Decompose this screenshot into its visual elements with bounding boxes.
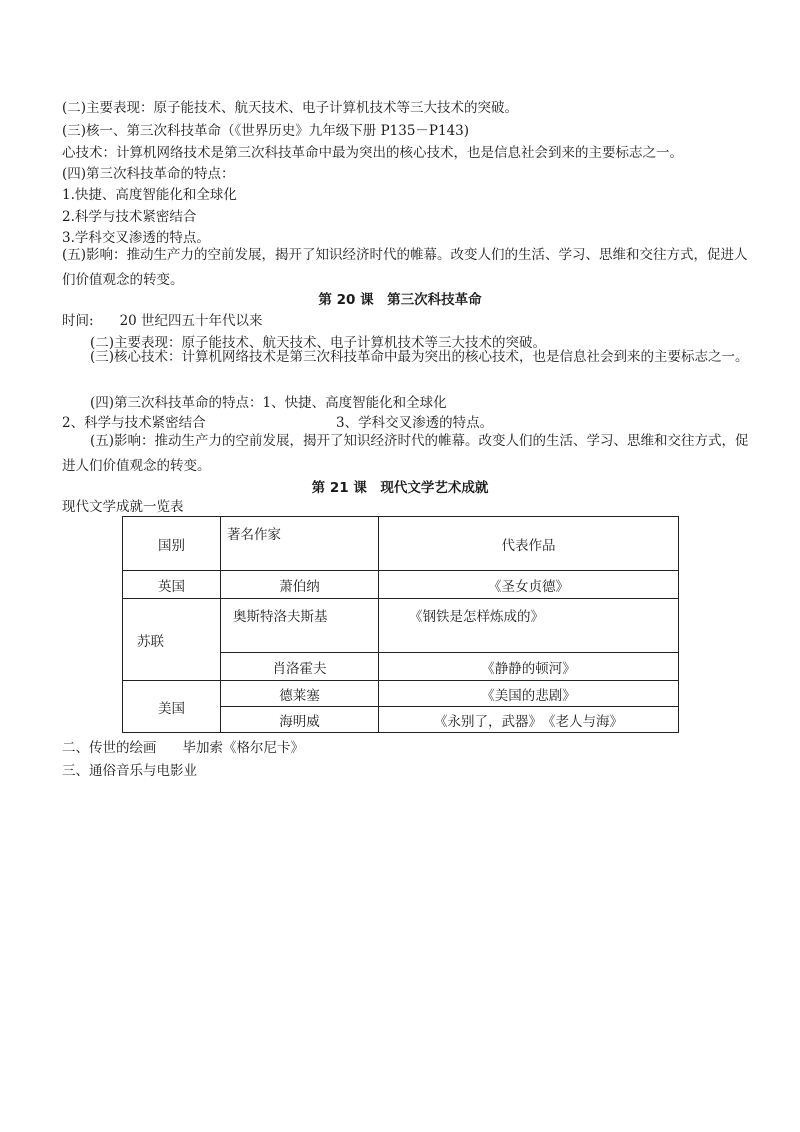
- table-header-row: [123, 517, 679, 571]
- cell-work: 《钢铁是怎样炼成的》: [379, 599, 679, 653]
- cell-writer: 海明威: [221, 707, 379, 733]
- literature-table: [122, 516, 679, 733]
- section-performance: (二)主要表现：原子能技术、航天技术、电子计算机技术等三大技术的突破。: [62, 100, 519, 116]
- section-features-heading: (四)第三次科技革命的特点：: [62, 166, 235, 182]
- lesson-20-features: (四)第三次科技革命的特点：1、快捷、高度智能化和全球化: [90, 395, 447, 411]
- lesson-20-time: [62, 311, 263, 331]
- cell-writer: 奥斯特洛夫斯基: [221, 599, 379, 653]
- cell-writer: 德莱塞: [221, 681, 379, 707]
- cell-work: 《圣女贞德》: [379, 571, 679, 599]
- music-film-line: 三、通俗音乐与电影业: [62, 763, 197, 779]
- time-value: 20 世纪四五十年代以来: [119, 313, 263, 329]
- cell-work: 《永别了，武器》 《老人与海》: [379, 707, 679, 733]
- painting-label: 二、传世的绘画: [62, 740, 157, 756]
- painting-value: 毕加索《格尔尼卡》: [182, 740, 304, 756]
- cell-country-us: 美国: [123, 681, 221, 733]
- table-caption: 现代文学成就一览表: [62, 499, 184, 515]
- painting-line: [62, 738, 304, 758]
- table-row: [123, 681, 679, 707]
- feature-3: 3、学科交叉渗透的特点。: [336, 415, 494, 431]
- cell-work: 《美国的悲剧》: [379, 681, 679, 707]
- lesson-20-core: (三)核心技术：计算机网络技术是第三次科技革命中最为突出的核心技术，也是信息社会到来的主要标志之一。: [90, 349, 749, 365]
- cell-writer: 肖洛霍夫: [221, 653, 379, 681]
- feature-2: 2、科学与技术紧密结合: [62, 415, 206, 431]
- section-core-text: 心技术：计算机网络技术是第三次科技革命中最为突出的核心技术，也是信息社会到来的主要标志之一。: [62, 145, 683, 161]
- lesson-21-title: 第 21 课 现代文学艺术成就: [311, 480, 489, 496]
- header-works: 代表作品: [379, 517, 679, 571]
- section-impact: (五)影响：推动生产力的空前发展，揭开了知识经济时代的帷幕。改变人们的生活、学习、思维和交往方式，促进人们价值观念的转变。: [62, 247, 748, 288]
- feature-item-2: 2.科学与技术紧密结合: [62, 209, 197, 225]
- feature-item-3: 3.学科交叉渗透的特点。: [62, 230, 210, 246]
- header-country: 国别: [123, 517, 221, 571]
- cell-writer: 萧伯纳: [221, 571, 379, 599]
- feature-item-1: 1.快捷、高度智能化和全球化: [62, 187, 237, 203]
- table-row: [123, 571, 679, 599]
- cell-country-ussr: 苏联: [123, 599, 221, 681]
- cell-country-uk: 英国: [123, 571, 221, 599]
- table-row: [123, 599, 679, 653]
- lesson-20-impact: (五)影响：推动生产力的空前发展，揭开了知识经济时代的帷幕。改变人们的生活、学习、思维和交往方式，促进人们价值观念的转变。: [62, 433, 749, 474]
- lesson-20-title: 第 20 课 第三次科技革命: [318, 292, 482, 308]
- section-core-heading: (三)核一、第三次科技革命（《世界历史》九年级下册 P135－P143): [62, 123, 470, 139]
- header-writer: 著名作家: [221, 517, 379, 571]
- cell-work: 《静静的顿河》: [379, 653, 679, 681]
- time-label: 时间:: [62, 313, 94, 329]
- lesson-20-performance: (二)主要表现：原子能技术、航天技术、电子计算机技术等三大技术的突破。: [90, 335, 547, 351]
